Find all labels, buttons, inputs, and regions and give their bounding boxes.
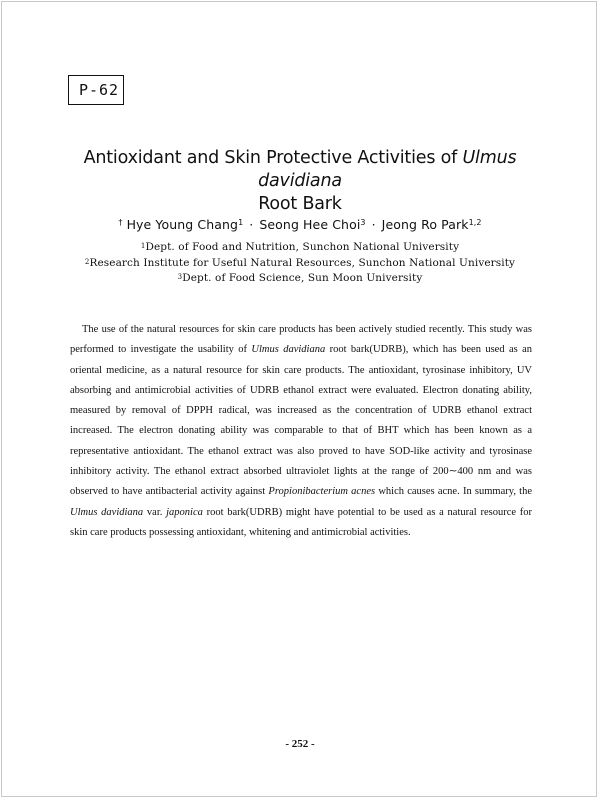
author-separator: · bbox=[371, 217, 376, 232]
abstract-segment: The use of the natural resources for skin care products has been actively studied recently. This study was performed to investigate the usability of bbox=[70, 324, 532, 356]
affil-mark: 3 bbox=[177, 273, 183, 281]
paper-title bbox=[40, 147, 560, 216]
affil-text: Dept. of Food and Nutrition, Sunchon National University bbox=[145, 241, 460, 253]
corresponding-dagger: † bbox=[118, 218, 123, 227]
affiliation-list bbox=[60, 240, 540, 287]
abstract-italic: Ulmus davidiana bbox=[70, 506, 144, 518]
affiliation-line bbox=[60, 271, 540, 287]
affil-mark: 2 bbox=[84, 257, 90, 266]
affiliation-line bbox=[60, 256, 540, 272]
abstract-segment: which causes acne. In summary, the bbox=[378, 486, 533, 498]
author-affil-mark: 1,2 bbox=[468, 218, 482, 227]
author-name: Jeong Ro Park bbox=[381, 217, 469, 232]
title-species: Ulmus davidiana bbox=[258, 148, 517, 191]
page-number: - 252 - bbox=[285, 738, 315, 750]
author-name: Seong Hee Choi bbox=[259, 217, 361, 232]
author-name: Hye Young Chang bbox=[126, 217, 239, 232]
abstract-text bbox=[70, 320, 532, 543]
abstract-italic: japonica bbox=[166, 506, 203, 518]
author-affil-mark: 3 bbox=[360, 218, 366, 227]
abstract-segment: root bark(UDRB), which has been used as an oriental medicine, as a natural resource for skin care products. The antioxidant, tyrosinase inhibitory, UV absorbing and antimicrobial activities of UDRB ethanol extract were evaluated. Electron donating ability, measured by removal of DPPH radical, was increased as the concentration of UDRB ethanol extract increased. The electron donating ability was comparable to that of BHT which has been known as a representative antioxidant. The ethanol extract was also proved to have SOD-like activity and tyrosinase inhibitory activity. The ethanol extract absorbed ultraviolet lights at the range of 200∼400 nm and was observed to have antibacterial activity against bbox=[70, 344, 533, 498]
title-prefix: Antioxidant and Skin Protective Activities of bbox=[83, 148, 458, 168]
abstract-italic: Ulmus davidiana bbox=[251, 344, 326, 356]
abstract-segment: root bark(UDRB) might have potential to be used as a natural resource for skin care products possessing antioxidant, whitening and antimicrobial activities. bbox=[70, 506, 533, 538]
affil-mark: 1 bbox=[140, 242, 146, 250]
title-suffix: Root Bark bbox=[258, 194, 342, 214]
affil-text: Dept. of Food Science, Sun Moon University bbox=[182, 272, 423, 284]
poster-id-box: P-62 bbox=[68, 75, 124, 105]
affiliation-line bbox=[60, 240, 540, 256]
author-affil-mark: 1 bbox=[238, 218, 244, 227]
abstract-italic: Propionibacterium acnes bbox=[268, 486, 376, 498]
author-separator: · bbox=[249, 217, 254, 232]
abstract-segment: var. bbox=[146, 506, 163, 518]
author-list bbox=[40, 216, 560, 234]
affil-text: Research Institute for Useful Natural Resources, Sunchon National University bbox=[89, 256, 516, 269]
